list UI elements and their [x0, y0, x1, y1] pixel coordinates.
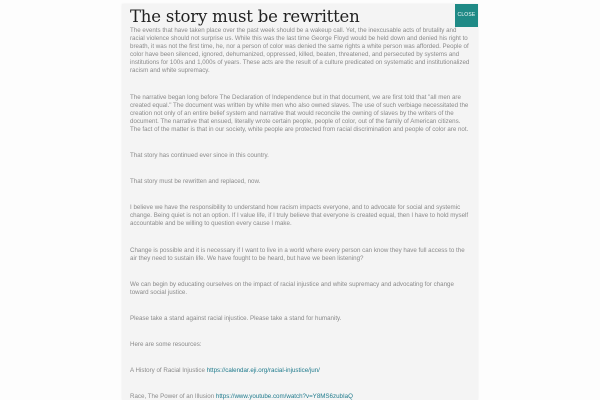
paragraph-educating: We can begin by educating ourselves on the impact of racial injustice and white supremacy and advocating for change toward social justice.: [130, 280, 454, 296]
paragraph-resources-intro: Here are some resources:: [130, 340, 202, 348]
paragraph-responsibility: I believe we have the responsibility to understand how racism impacts everyone, and to advocate for social and systemic change. Being quiet is not an option. If I value life, if I truly believe that everyone is created equal, then I have to hold myself accountable and be willing to question every cause I make.: [130, 204, 469, 228]
paragraph-take-a-stand: Please take a stand against racial injustice. Please take a stand for humanity.: [130, 314, 342, 322]
resource-label: Race, The Power of an Illusion: [130, 393, 216, 400]
resource-label: A History of Racial Injustice: [130, 367, 207, 375]
close-button[interactable]: CLOSE: [455, 4, 478, 27]
modal-title: The story must be rewritten: [130, 7, 360, 26]
resource-link-eji[interactable]: https://calendar.eji.org/racial-injustice/jun/: [206, 367, 320, 375]
paragraph-change: Change is possible and it is necessary if I want to live in a world where every person can know they have full access to the air they need to sustain life. We have fought to be heard, but have we been listening?: [130, 246, 465, 262]
modal-content: [130, 27, 470, 400]
paragraph-narrative: The narrative began long before The Declaration of Independence but in that document, we are first told that "all men are created equal." The document was written by white men who also owned slaves. The use of such verbiage necessitated the creation not only of an entire belief system and narrative that would reconcile the owning of slaves by the writers of the document. The narrative that ensued, literally wrote certain people, people of color, out of the family of American citizens. The fact of the matter is that in our society, white people are protected from racial discrimination and people of color are not.: [130, 93, 469, 133]
resource-link-youtube[interactable]: https://www.youtube.com/watch?v=Y8MS6zubIaQ: [215, 393, 353, 400]
resource-item: [130, 367, 470, 375]
paragraph-events: The events that have taken place over the past week should be a wakeup call. Yet, the inexcusable acts of brutality and racial violence should not surprise us. While this was the last time George Floyd would be held down and denied his right to breath, it was not the first time, he, nor a person of color was denied the same rights a white person was afforded. People of color have been silenced, ignored, dehumanized, oppressed, killed, beaten, threatened, and persecuted by systems and institutions for 100s and 1,000s of years. These acts are the result of a culture predicated on systematic and institutionalized racism and white supremacy.: [130, 27, 470, 75]
story-modal: [122, 4, 478, 400]
paragraph-story-rewritten: That story must be rewritten and replaced, now.: [130, 178, 261, 186]
paragraph-story-continued: That story has continued ever since in this country.: [130, 152, 269, 160]
resource-item: [130, 393, 470, 400]
